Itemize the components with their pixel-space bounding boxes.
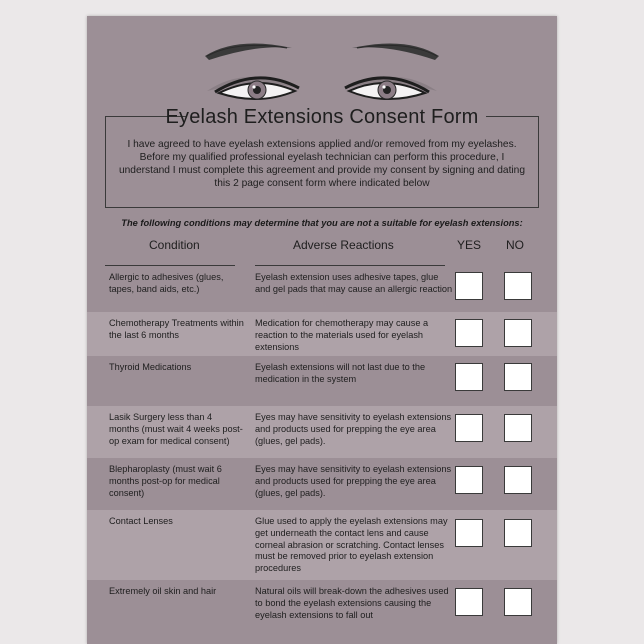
yes-checkbox[interactable] [455,466,483,494]
no-checkbox[interactable] [504,414,532,442]
adverse-cell: Eyes may have sensitivity to eyelash extensions and products used for prepping the eye area (glues, gel pads). [255,464,452,498]
yes-checkbox[interactable] [455,588,483,616]
conditions-notice: The following conditions may determine that you are not a suitable for eyelash extensions: [121,218,523,228]
no-checkbox[interactable] [504,519,532,547]
form-title: Eyelash Extensions Consent Form [165,106,479,128]
table-row [87,356,557,406]
table-row [87,266,557,312]
condition-cell: Blepharoplasty (must wait 6 months post-op for medical consent) [109,464,222,498]
condition-cell: Thyroid Medications [109,362,192,372]
no-header: NO [506,238,524,252]
table-row [87,458,557,510]
yes-checkbox[interactable] [455,319,483,347]
yes-header: YES [457,238,482,252]
condition-cell: Chemotherapy Treatments within the last 6 months [109,318,244,340]
table-row [87,580,557,644]
no-checkbox[interactable] [504,466,532,494]
adverse-cell: Natural oils will break-down the adhesives used to bond the eyelash extensions causing the eyelash extensions to fall out [255,586,449,620]
adverse-cell: Eyes may have sensitivity to eyelash extensions and products used for prepping the eye area (glues, gel pads). [255,412,452,446]
adverse-cell: Glue used to apply the eyelash extensions may get underneath the contact lens and cause corneal abrasion or scratching. Contact lenses must be removed prior to eyelash extension procedures [255,516,448,574]
table-row [87,312,557,356]
yes-checkbox[interactable] [455,414,483,442]
adverse-cell: Eyelash extension uses adhesive tapes, glue and gel pads that may cause an allergic reaction [255,272,453,294]
yes-checkbox[interactable] [455,363,483,391]
table-row [87,406,557,458]
yes-checkbox[interactable] [455,519,483,547]
condition-header: Condition [149,238,200,252]
no-checkbox[interactable] [504,272,532,300]
condition-cell: Extremely oil skin and hair [109,586,217,596]
no-checkbox[interactable] [504,588,532,616]
condition-cell: Lasik Surgery less than 4 months (must wait 4 weeks post-op exam for medical consent) [109,412,243,446]
yes-checkbox[interactable] [455,272,483,300]
no-checkbox[interactable] [504,319,532,347]
consent-form-sheet [87,16,557,644]
condition-cell: Contact Lenses [109,516,173,526]
no-checkbox[interactable] [504,363,532,391]
adverse-header: Adverse Reactions [293,238,394,252]
adverse-cell: Medication for chemotherapy may cause a reaction to the materials used for eyelash extensions [255,318,429,352]
adverse-cell: Eyelash extensions will not last due to the medication in the system [255,362,426,384]
intro-paragraph: I have agreed to have eyelash extensions applied and/or removed from my eyelashes. Before my qualified professional eyelash technician can perform this procedure, I understand I must complete this agreement and provide my consent by signing and dating this 2 page consent form where indicated below [118,139,526,189]
table-row [87,510,557,580]
condition-cell: Allergic to adhesives (glues, tapes, band aids, etc.) [109,272,224,294]
